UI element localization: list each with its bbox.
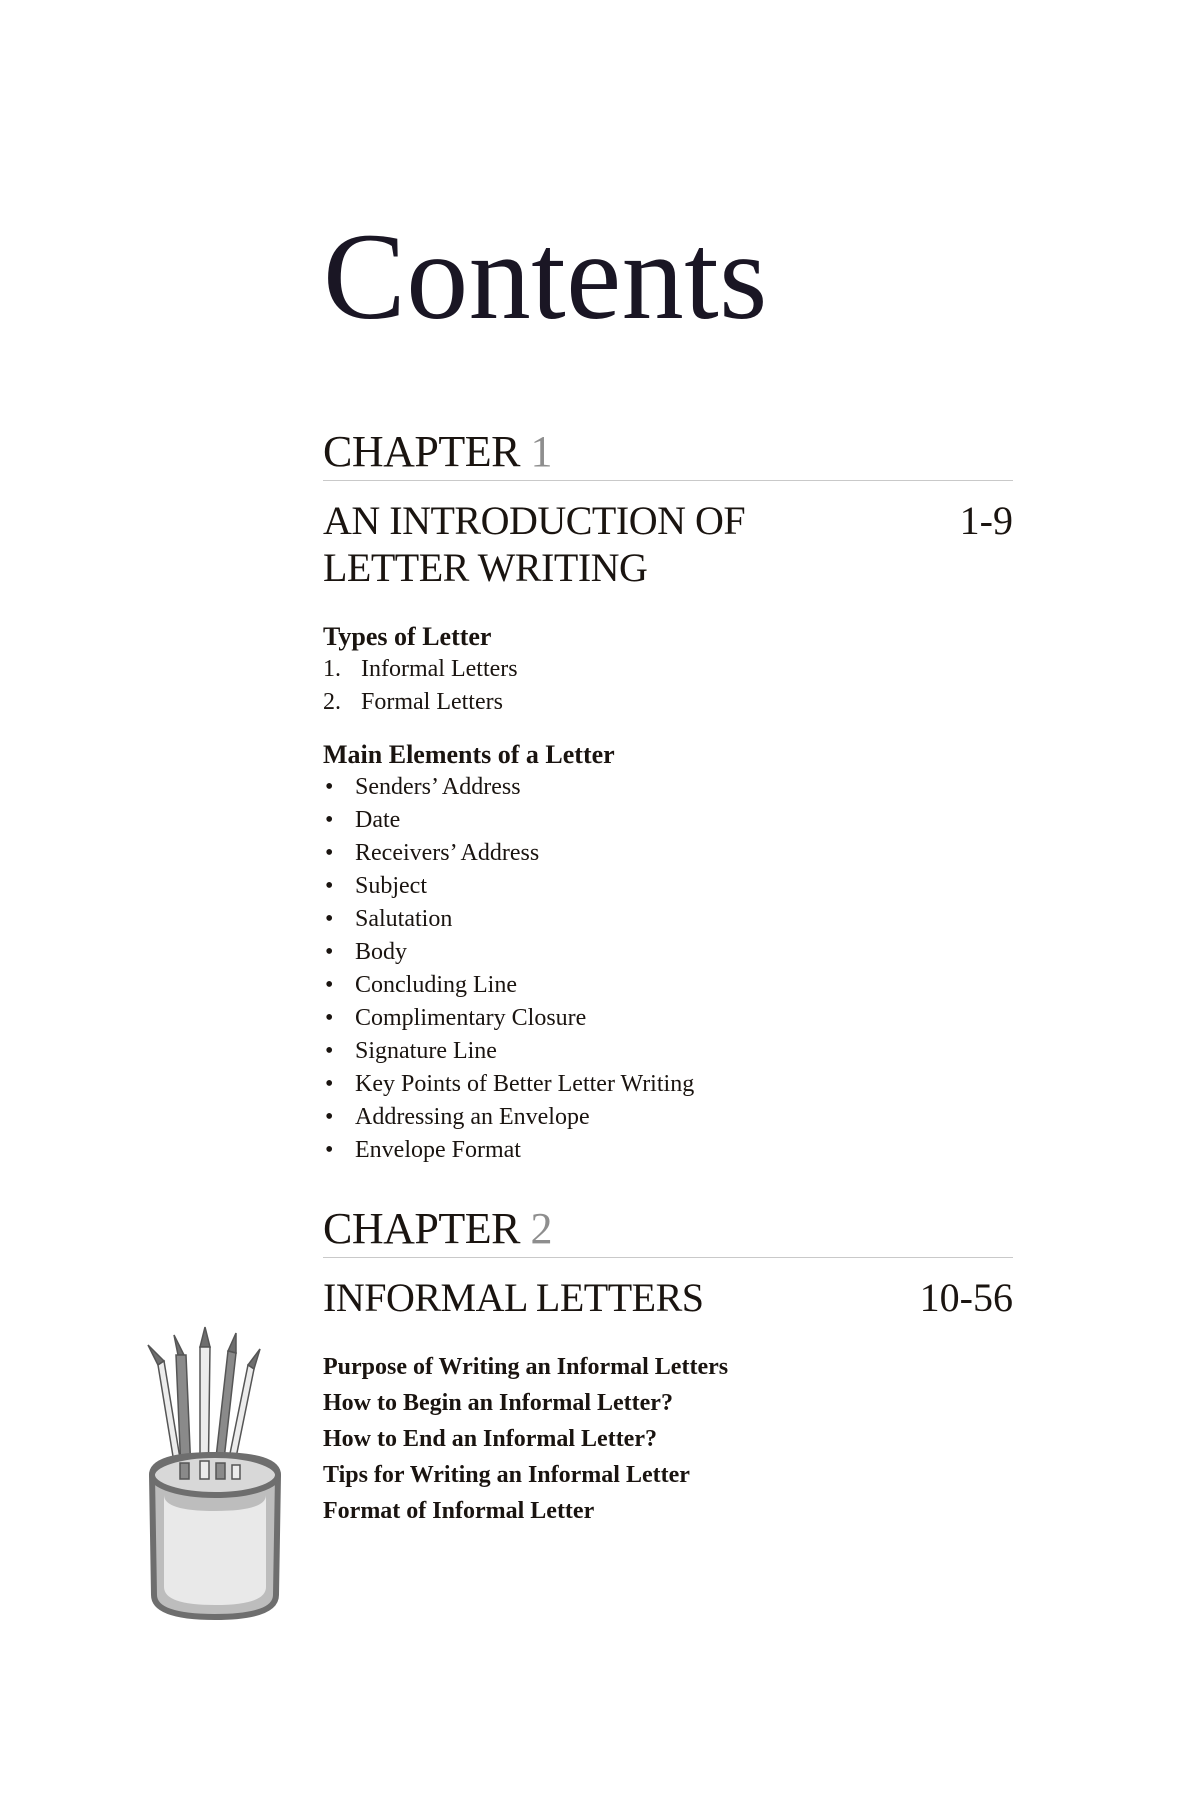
list-item-text: Signature Line <box>355 1038 497 1064</box>
list-item[interactable]: How to Begin an Informal Letter? <box>323 1390 673 1416</box>
list-item-text: Addressing an Envelope <box>355 1104 590 1130</box>
topics-list <box>323 1349 1013 1529</box>
bullet-icon: • <box>325 906 334 932</box>
list-item[interactable] <box>323 1002 1013 1035</box>
bullet-icon: • <box>325 807 334 833</box>
list-item[interactable] <box>323 1035 1013 1068</box>
list-item[interactable] <box>323 1101 1013 1134</box>
chapter-title[interactable] <box>323 497 1013 591</box>
list-item-number: 1. <box>323 656 341 682</box>
chapter-label: CHAPTER <box>323 1204 520 1253</box>
list-item-text: Subject <box>355 873 427 899</box>
bullet-icon: • <box>325 1071 334 1097</box>
list-item-text: Salutation <box>355 906 453 932</box>
chapter-title-row <box>323 1274 1013 1321</box>
chapter-1 <box>323 427 1013 1167</box>
list-item[interactable] <box>323 804 1013 837</box>
bullet-icon: • <box>325 1038 334 1064</box>
list-item[interactable] <box>323 653 1013 686</box>
chapter-2 <box>323 1204 1013 1529</box>
chapter-title-row <box>323 497 1013 591</box>
list-item[interactable]: Format of Informal Letter <box>323 1498 595 1524</box>
list-item-text: Complimentary Closure <box>355 1005 587 1031</box>
types-list <box>323 653 1013 719</box>
chapter-label: CHAPTER <box>323 427 520 476</box>
section-heading-elements[interactable]: Main Elements of a Letter <box>323 740 615 769</box>
chapter-heading <box>323 1204 1013 1258</box>
bullet-icon: • <box>325 1005 334 1031</box>
chapter-number: 1 <box>530 427 552 476</box>
list-item[interactable]: Tips for Writing an Informal Letter <box>323 1462 690 1488</box>
pencil-cup-icon <box>140 1325 290 1625</box>
bullet-icon: • <box>325 840 334 866</box>
page-title: Contents <box>323 208 768 345</box>
chapter-title-line: INFORMAL LETTERS <box>323 1275 704 1320</box>
list-item-text: Concluding Line <box>355 972 517 998</box>
chapter-title[interactable] <box>323 1274 1013 1321</box>
chapter-page-range: 10-56 <box>919 1275 1013 1320</box>
chapter-title-line: AN INTRODUCTION OF <box>323 498 746 543</box>
list-item-text: Key Points of Better Letter Writing <box>355 1071 695 1097</box>
list-item[interactable] <box>323 1068 1013 1101</box>
chapter-title-line: LETTER WRITING <box>323 545 648 590</box>
elements-list <box>323 771 1013 1167</box>
list-item[interactable] <box>323 969 1013 1002</box>
list-item-text: Date <box>355 807 401 833</box>
list-item[interactable] <box>323 837 1013 870</box>
list-item-text: Receivers’ Address <box>355 840 540 866</box>
chapter-heading <box>323 427 1013 481</box>
bullet-icon: • <box>325 1137 334 1163</box>
list-item-text: Body <box>355 939 408 965</box>
list-item[interactable]: How to End an Informal Letter? <box>323 1426 657 1452</box>
bullet-icon: • <box>325 939 334 965</box>
list-item[interactable] <box>323 686 1013 719</box>
list-item-number: 2. <box>323 689 341 715</box>
bullet-icon: • <box>325 972 334 998</box>
bullet-icon: • <box>325 774 334 800</box>
list-item[interactable] <box>323 903 1013 936</box>
list-item-text: Senders’ Address <box>355 774 521 800</box>
bullet-icon: • <box>325 1104 334 1130</box>
list-item[interactable] <box>323 936 1013 969</box>
bullet-icon: • <box>325 873 334 899</box>
list-item[interactable]: Purpose of Writing an Informal Letters <box>323 1354 729 1380</box>
section-heading-types[interactable]: Types of Letter <box>323 622 492 651</box>
list-item-text: Formal Letters <box>361 689 503 715</box>
chapter-page-range: 1-9 <box>959 498 1013 543</box>
list-item[interactable] <box>323 1134 1013 1167</box>
list-item[interactable] <box>323 870 1013 903</box>
list-item-text: Informal Letters <box>361 656 518 682</box>
list-item[interactable] <box>323 771 1013 804</box>
chapter-number: 2 <box>530 1204 552 1253</box>
list-item-text: Envelope Format <box>355 1137 521 1163</box>
